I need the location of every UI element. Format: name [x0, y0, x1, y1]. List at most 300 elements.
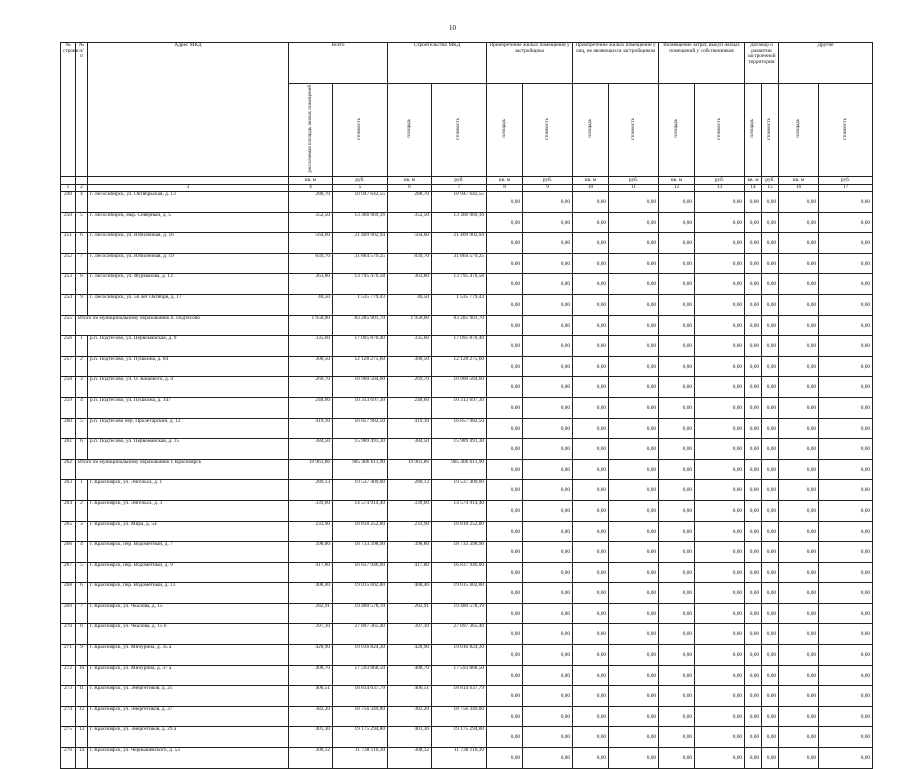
value-cell-value: 0,00 [510, 446, 521, 453]
header-sub-label: площадь [795, 119, 801, 139]
value-cell-value: 0,00 [732, 569, 743, 576]
value-cell [333, 603, 388, 624]
value-cell [819, 521, 873, 542]
value-cell [289, 686, 333, 707]
value-cell-value: 0,00 [596, 260, 607, 267]
value-cell [573, 562, 609, 583]
value-cell-value: 0,00 [560, 590, 571, 597]
value-cell-value: 0,00 [732, 425, 743, 432]
value-cell-value: 0,00 [646, 301, 657, 308]
value-cell-value: 419,10 [414, 417, 429, 424]
value-cell [388, 212, 432, 233]
address-cell-value: г. Красноярск, ул. Энергетиков, д. 29 а [90, 726, 177, 733]
value-cell-value: 0,00 [596, 384, 607, 391]
column-number-cell: 12 [659, 185, 695, 192]
value-cell [762, 727, 779, 748]
value-cell [659, 439, 695, 460]
value-cell [289, 562, 333, 583]
value-cell [745, 294, 762, 315]
value-cell [573, 274, 609, 295]
value-cell [388, 253, 432, 274]
value-cell [388, 315, 432, 336]
value-cell [573, 706, 609, 727]
row-number-cell-value: 255 [64, 314, 72, 321]
value-cell-value: 0,00 [682, 384, 693, 391]
value-cell [333, 521, 388, 542]
value-cell-value: 17 593 868,50 [354, 664, 385, 671]
value-cell [762, 233, 779, 254]
value-cell-value: 0,00 [510, 755, 521, 762]
value-cell-value: 0,00 [806, 528, 817, 535]
value-cell [745, 212, 762, 233]
header-total: Всего [289, 43, 388, 84]
value-cell [388, 624, 432, 645]
value-cell-value: 0,00 [732, 713, 743, 720]
address-cell-value: г. Красноярск, пер. Водометный, д. 9 [90, 561, 173, 568]
value-cell-value: 384,50 [414, 438, 429, 445]
value-cell-value: 839,70 [315, 252, 330, 259]
value-cell-value: 0,00 [749, 446, 760, 453]
value-cell [779, 748, 819, 769]
row-number-cell [61, 583, 76, 604]
address-cell-value: г. Красноярск, ул. Энергетиков, д. 27 [90, 705, 173, 712]
row-number-cell [61, 233, 76, 254]
value-cell-value: 0,00 [560, 384, 571, 391]
value-cell [609, 500, 659, 521]
value-cell-value: 0,00 [806, 301, 817, 308]
value-cell [388, 686, 432, 707]
value-cell-value: 0,00 [682, 281, 693, 288]
value-cell-value: 0,00 [596, 404, 607, 411]
value-cell [695, 480, 745, 501]
value-cell [432, 315, 487, 336]
value-cell [333, 727, 388, 748]
value-cell [745, 253, 762, 274]
value-cell [695, 727, 745, 748]
value-cell [388, 480, 432, 501]
item-number-cell-value: 2 [80, 355, 83, 362]
value-cell-value: 0,00 [749, 528, 760, 535]
address-cell-value: г. Красноярск, ул. Энергетиков, д. 25 [90, 685, 173, 692]
value-cell [289, 542, 333, 563]
value-cell-value: 0,00 [560, 219, 571, 226]
value-cell-value: 0,00 [510, 507, 521, 514]
value-cell-value: 0,00 [682, 404, 693, 411]
value-cell-value: 0,00 [682, 343, 693, 350]
value-cell-value: 0,00 [732, 301, 743, 308]
value-cell-value: 0,00 [596, 569, 607, 576]
value-cell [779, 480, 819, 501]
row-number-cell [61, 274, 76, 295]
item-number-cell-value: 5 [80, 417, 83, 424]
value-cell [289, 706, 333, 727]
value-cell [762, 439, 779, 460]
value-cell [432, 336, 487, 357]
header-sub-1 [333, 84, 388, 177]
column-number-cell: 5 [333, 185, 388, 192]
item-number-cell [76, 562, 88, 583]
unit-cell: кв. м [487, 177, 523, 185]
item-number-cell-value: 5 [80, 211, 83, 218]
value-cell-value: 0,00 [806, 507, 817, 514]
row-number-cell [61, 336, 76, 357]
address-cell-value: г. Лесосибирск, ул. Юбилейная, д. 16 [90, 232, 174, 239]
value-cell-value: 0,00 [560, 507, 571, 514]
value-cell-value: 0,00 [860, 487, 871, 494]
address-cell [88, 274, 289, 295]
value-cell-value: 282,91 [414, 602, 429, 609]
value-cell [779, 192, 819, 213]
value-cell-value: 19 015 002,80 [453, 582, 485, 589]
value-cell [573, 665, 609, 686]
value-cell [779, 418, 819, 439]
item-number-cell-value: 14 [78, 747, 85, 754]
value-cell [819, 706, 873, 727]
value-cell-value: 0,00 [766, 322, 777, 329]
value-cell [333, 480, 388, 501]
value-cell [819, 562, 873, 583]
value-cell-value: 0,00 [682, 199, 693, 205]
value-cell-value: 0,00 [749, 322, 760, 329]
value-cell-value: 0,00 [806, 652, 817, 659]
value-cell-value: 397,10 [414, 623, 429, 630]
item-number-cell-value: 6 [80, 438, 83, 445]
value-cell-value: 0,00 [806, 240, 817, 247]
value-cell [487, 748, 523, 769]
value-cell [745, 521, 762, 542]
value-cell-value: 1 958,00 [311, 314, 330, 321]
value-cell-value: 11 738 110,30 [453, 747, 485, 754]
value-cell-value: 0,00 [732, 549, 743, 556]
value-cell-value: 0,00 [806, 466, 817, 473]
value-cell [388, 562, 432, 583]
table-row [61, 377, 873, 398]
value-cell-value: 0,00 [560, 610, 571, 617]
value-cell [432, 624, 487, 645]
item-number-cell [76, 274, 88, 295]
value-cell-value: 0,00 [682, 528, 693, 535]
value-cell-value: 0,00 [596, 343, 607, 350]
value-cell [523, 253, 573, 274]
table-body [61, 192, 873, 769]
value-cell-value: 0,00 [560, 713, 571, 720]
value-cell-value: 1 958,00 [410, 314, 429, 321]
value-cell [695, 500, 745, 521]
value-cell [745, 500, 762, 521]
value-cell [762, 253, 779, 274]
value-cell [779, 603, 819, 624]
value-cell-value: 0,00 [749, 425, 760, 432]
value-cell-value: 0,00 [860, 755, 871, 762]
header-other: Другие [779, 43, 873, 84]
value-cell-value: 0,00 [766, 404, 777, 411]
value-cell [695, 356, 745, 377]
value-cell [523, 459, 573, 480]
value-cell [432, 562, 487, 583]
value-cell [819, 212, 873, 233]
address-cell [88, 686, 289, 707]
value-cell-value: 352,50 [414, 211, 429, 218]
value-cell-value: 0,00 [596, 631, 607, 638]
value-cell-value: 0,00 [766, 590, 777, 597]
value-cell [819, 500, 873, 521]
value-cell [573, 356, 609, 377]
item-number-cell [76, 583, 88, 604]
value-cell-value: 0,00 [766, 301, 777, 308]
value-cell-value: 0,00 [510, 260, 521, 267]
header-sub-8 [659, 84, 695, 177]
value-cell-value: 0,00 [766, 363, 777, 370]
value-cell [523, 542, 573, 563]
value-cell-value: 398,80 [414, 541, 429, 548]
value-cell [432, 645, 487, 666]
value-cell-value: 19 480 578,19 [354, 602, 385, 609]
value-cell-value: 16 837 946,00 [453, 561, 485, 568]
value-cell-value: 0,00 [560, 281, 571, 288]
row-number-cell-value: 266 [64, 541, 72, 548]
value-cell [745, 315, 762, 336]
value-cell [659, 686, 695, 707]
value-cell-value: 428,90 [315, 644, 330, 651]
value-cell [333, 583, 388, 604]
value-cell [289, 583, 333, 604]
row-number-cell-value: 260 [64, 417, 72, 424]
value-cell-value: 233,90 [414, 520, 429, 527]
value-cell [487, 562, 523, 583]
column-number-cell: 17 [819, 185, 873, 192]
value-cell [609, 665, 659, 686]
value-cell-value: 0,00 [860, 219, 871, 226]
value-cell-value: 0,00 [749, 343, 760, 350]
item-number-cell-value: 3 [80, 376, 83, 383]
value-cell-value: 0,00 [510, 363, 521, 370]
value-cell [609, 192, 659, 213]
value-cell-value: 406,51 [315, 685, 330, 692]
value-cell [609, 686, 659, 707]
value-cell [388, 356, 432, 377]
item-number-cell-value: 8 [80, 273, 83, 280]
value-cell [819, 645, 873, 666]
value-cell [289, 397, 333, 418]
value-cell-value: 0,00 [732, 240, 743, 247]
value-cell [388, 439, 432, 460]
value-cell [487, 397, 523, 418]
value-cell-value: 83 285 901,70 [354, 314, 385, 321]
header-sub-label: площадь [673, 119, 679, 139]
value-cell [745, 727, 762, 748]
value-cell-value: 31 864 579,25 [453, 252, 485, 259]
value-cell [609, 645, 659, 666]
value-cell-value: 10 947 642,55 [354, 191, 385, 197]
value-cell-value: 0,00 [682, 425, 693, 432]
value-cell [523, 439, 573, 460]
row-number-cell-value: 270 [64, 623, 72, 630]
value-cell [432, 583, 487, 604]
header-sub-label: стоимость [357, 117, 363, 140]
value-cell [659, 500, 695, 521]
value-cell [659, 624, 695, 645]
value-cell [333, 315, 388, 336]
value-cell-value: 0,00 [682, 755, 693, 762]
table-row [61, 645, 873, 666]
value-cell-value: 0,00 [806, 693, 817, 700]
value-cell [432, 686, 487, 707]
value-cell [659, 212, 695, 233]
header-sub-5 [523, 84, 573, 177]
header-sub-label: стоимость [544, 117, 550, 140]
value-cell [695, 377, 745, 398]
row-number-cell-value: 254 [64, 293, 72, 300]
value-cell [523, 294, 573, 315]
value-cell-value: 339,00 [414, 499, 429, 506]
address-cell-value: р.п. Подтесово пер. Пролетарский, д. 12 [90, 417, 181, 424]
value-cell-value: 288,70 [414, 191, 429, 197]
value-cell [388, 459, 432, 480]
value-cell-value: 0,00 [682, 446, 693, 453]
value-cell-value: 0,00 [560, 693, 571, 700]
value-cell-value: 0,00 [860, 301, 871, 308]
value-cell-value: 0,00 [860, 322, 871, 329]
value-cell-value: 0,00 [732, 755, 743, 762]
value-cell-value: 0,00 [510, 240, 521, 247]
value-cell-value: 10 313 697,30 [453, 396, 485, 403]
value-cell-value: 0,00 [749, 507, 760, 514]
value-cell [388, 192, 432, 213]
item-number-cell-value: 7 [80, 602, 83, 609]
row-number-cell [61, 500, 76, 521]
value-cell [573, 521, 609, 542]
value-cell-value: 17 095 870,40 [453, 335, 485, 342]
value-cell-value: 0,00 [596, 549, 607, 556]
value-cell-value: 0,00 [860, 610, 871, 617]
value-cell [289, 274, 333, 295]
unit-cell: руб. [609, 177, 659, 185]
address-cell [88, 233, 289, 254]
unit-cell: кв. м [659, 177, 695, 185]
value-cell [659, 542, 695, 563]
value-cell-value: 269,70 [414, 376, 429, 383]
value-cell-value: 0,00 [860, 240, 871, 247]
value-cell-value: 0,00 [806, 590, 817, 597]
value-cell [609, 624, 659, 645]
value-cell [779, 542, 819, 563]
value-cell [573, 480, 609, 501]
header-sub-label: площадь [501, 119, 507, 139]
value-cell-value: 0,00 [646, 713, 657, 720]
column-number-cell: 7 [432, 185, 487, 192]
value-cell [762, 336, 779, 357]
table-row [61, 459, 873, 480]
value-cell-value: 0,00 [646, 549, 657, 556]
value-cell-value: 0,00 [766, 507, 777, 514]
value-cell [695, 315, 745, 336]
header-sub-label: площадь [750, 119, 756, 139]
value-cell [659, 748, 695, 769]
address-cell [88, 253, 289, 274]
value-cell-value: 19 961,86 [407, 458, 429, 465]
value-cell-value: 0,00 [646, 322, 657, 329]
value-cell [333, 233, 388, 254]
table-row [61, 706, 873, 727]
table-row [61, 727, 873, 748]
address-cell [88, 542, 289, 563]
value-cell-value: 18 756 349,80 [354, 705, 385, 712]
value-cell-value: 0,00 [860, 343, 871, 350]
subtotal-label-cell-value: Итого по муниципальному образованию п. Подтесово [78, 314, 201, 321]
value-cell [779, 727, 819, 748]
value-cell [659, 253, 695, 274]
value-cell [779, 624, 819, 645]
value-cell [388, 583, 432, 604]
table-row [61, 418, 873, 439]
value-cell-value: 0,00 [732, 322, 743, 329]
row-number-cell-value: 267 [64, 561, 72, 568]
value-cell [523, 727, 573, 748]
value-cell [289, 645, 333, 666]
item-number-cell-value: 13 [78, 726, 85, 733]
value-cell-value: 0,00 [766, 631, 777, 638]
value-cell [573, 459, 609, 480]
value-cell-value: 0,00 [646, 260, 657, 267]
value-cell-value: 0,00 [860, 631, 871, 638]
value-cell [762, 397, 779, 418]
value-cell-value: 0,00 [766, 487, 777, 494]
value-cell [487, 459, 523, 480]
value-cell [779, 315, 819, 336]
value-cell [609, 274, 659, 295]
value-cell-value: 0,00 [806, 734, 817, 741]
value-cell-value: 0,00 [766, 446, 777, 453]
value-cell-value: 0,00 [766, 199, 777, 205]
value-cell-value: 0,00 [596, 734, 607, 741]
value-cell [432, 521, 487, 542]
value-cell [609, 439, 659, 460]
value-cell [762, 480, 779, 501]
value-cell [762, 562, 779, 583]
value-cell-value: 0,00 [732, 528, 743, 535]
value-cell [779, 686, 819, 707]
value-cell [333, 274, 388, 295]
value-cell [695, 294, 745, 315]
value-cell [609, 233, 659, 254]
unit-cell: кв. м [745, 177, 762, 185]
value-cell [659, 418, 695, 439]
value-cell [289, 439, 333, 460]
table-row [61, 212, 873, 233]
item-number-cell-value: 4 [80, 191, 83, 197]
value-cell-value: 308,12 [315, 747, 330, 754]
row-number-cell-value: 276 [64, 747, 72, 754]
value-cell [762, 418, 779, 439]
value-cell [659, 521, 695, 542]
column-number-cell: 15 [762, 185, 779, 192]
address-cell-value: р.п. Подтесово, ул. Первомайская, д. 15 [90, 438, 179, 445]
value-cell [573, 377, 609, 398]
item-number-cell [76, 748, 88, 769]
item-number-cell [76, 603, 88, 624]
column-number-cell: 16 [779, 185, 819, 192]
value-cell-value: 0,00 [732, 631, 743, 638]
value-cell-value: 408,70 [414, 664, 429, 671]
header-row-number: № строки [61, 43, 76, 177]
value-cell [388, 645, 432, 666]
table-row [61, 521, 873, 542]
value-cell-value: 0,00 [860, 384, 871, 391]
item-number-cell [76, 500, 88, 521]
value-cell-value: 0,00 [749, 652, 760, 659]
item-number-cell [76, 480, 88, 501]
value-cell-value: 0,00 [510, 425, 521, 432]
